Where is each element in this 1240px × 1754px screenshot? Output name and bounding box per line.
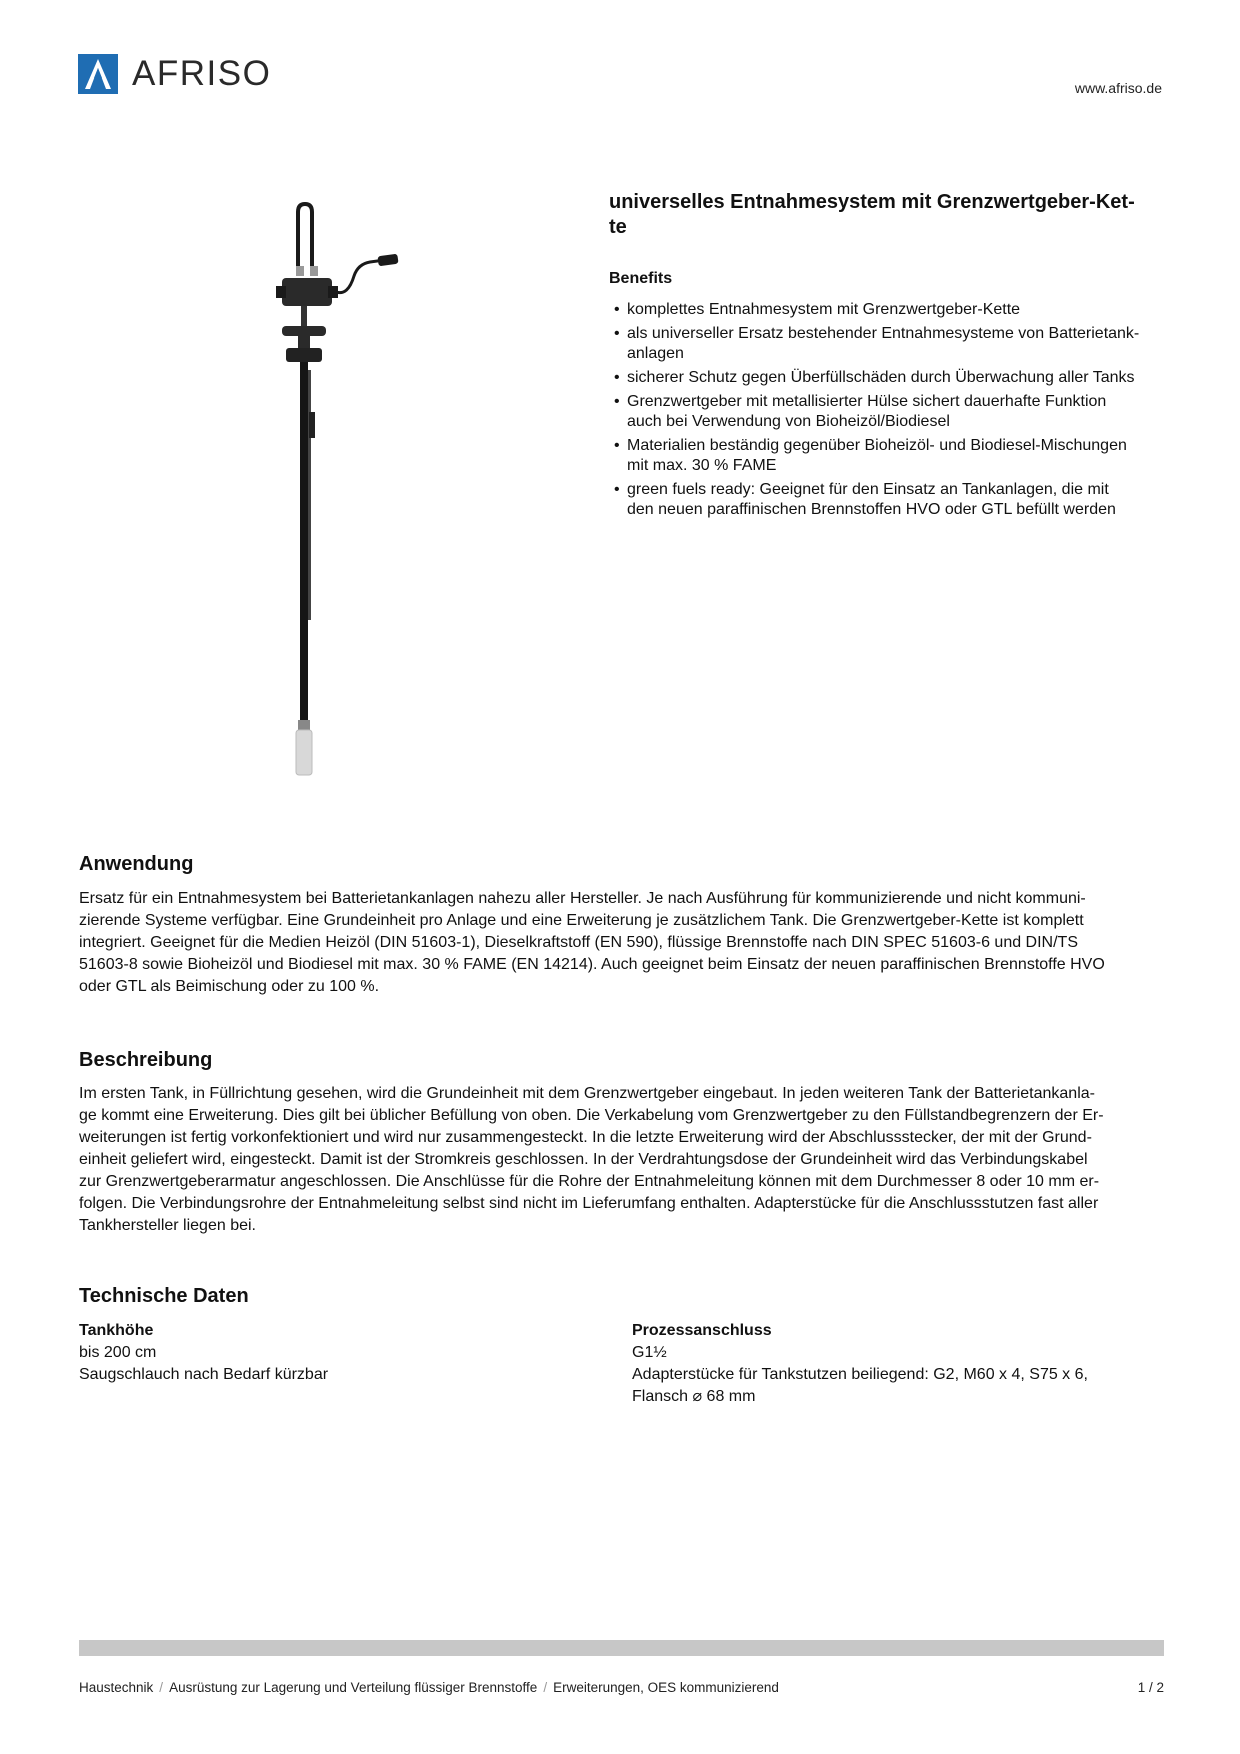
benefit-item: • Materialien beständig gegenüber Bioheizöl- und Biodiesel-Mischungen mit max. 30 % FAME — [614, 436, 1170, 476]
product-image — [260, 200, 410, 780]
breadcrumb-item[interactable]: Haustechnik — [79, 1680, 154, 1695]
tankhoehe-value: bis 200 cm — [79, 1344, 157, 1361]
benefits-title: Benefits — [609, 270, 673, 287]
tankhoehe-note: Saugschlauch nach Bedarf kürzbar — [79, 1366, 329, 1383]
prozessanschluss-block — [632, 1320, 1164, 1408]
afriso-logo — [78, 54, 271, 94]
suction-system-product-icon — [260, 200, 410, 780]
page-number: 1 / 2 — [1137, 1680, 1164, 1695]
breadcrumb-item[interactable]: Ausrüstung zur Lagerung und Verteilung flüssiger Brennstoffe — [169, 1680, 538, 1695]
tankhoehe-label: Tankhöhe — [79, 1322, 154, 1339]
beschreibung-text: Im ersten Tank, in Füllrichtung gesehen, wird die Grundeinheit mit dem Grenzwertgeber eingebaut. In jeden weiteren Tank der Batterietankanla- ge kommt eine Erweiterung. Dies gilt bei üblicher Befüllung von oben. Die Verkabelung vom Grenzwertgeber zu den Füllstandbegrenzern der Er- weiterungen ist fertig vorkonfektioniert und wird nur zusammengesteckt. In die letzte Erweiterung wird der Abschlussstecker, der mit der Grund- einheit geliefert wird, eingesteckt. Damit ist der Stromkreis geschlossen. In der Verdrahtungsdose der Grundeinheit wird das Verbindungskabel zur Grenzwertgeberarmatur angeschlossen. Die Anschlüsse für die Rohre der Entnahmeleitung können mit dem Durchmesser 8 oder 10 mm er- folgen. Die Verbindungsrohre der Entnahmeleitung selbst sind nicht im Lieferumfang enthalten. Adapterstücke für die Anschlussstutzen fast aller Tankhersteller liegen bei. — [79, 1085, 1104, 1234]
benefit-item: • komplettes Entnahmesystem mit Grenzwertgeber-Kette — [614, 300, 1170, 320]
benefit-item: • sicherer Schutz gegen Überfüllschäden durch Überwachung aller Tanks — [614, 368, 1170, 388]
technische-daten-heading: Technische Daten — [79, 1285, 249, 1307]
product-title: universelles Entnahmesystem mit Grenzwertgeber-Ket- te — [609, 191, 1135, 238]
breadcrumb-separator: / — [543, 1680, 548, 1695]
tankhoehe-block — [79, 1320, 579, 1386]
breadcrumb-separator: / — [159, 1680, 164, 1695]
prozessanschluss-value: G1½ — [632, 1344, 667, 1361]
benefits-list — [614, 300, 1170, 524]
logo-text: AFRISO — [132, 54, 272, 93]
footer-bar — [79, 1640, 1164, 1656]
prozessanschluss-adapters: Adapterstücke für Tankstutzen beiliegend: G2, M60 x 4, S75 x 6, Flansch ⌀ 68 mm — [632, 1366, 1088, 1405]
prozessanschluss-label: Prozessanschluss — [632, 1322, 772, 1339]
benefit-item: • Grenzwertgeber mit metallisierter Hülse sichert dauerhafte Funktion auch bei Verwendung von Bioheizöl/Biodiesel — [614, 392, 1170, 432]
beschreibung-heading: Beschreibung — [79, 1049, 213, 1071]
benefit-item: • als universeller Ersatz bestehender Entnahmesysteme von Batterietank- anlagen — [614, 324, 1170, 364]
anwendung-heading: Anwendung — [79, 853, 194, 875]
footer-breadcrumb — [79, 1680, 1164, 1695]
benefit-item: • green fuels ready: Geeignet für den Einsatz an Tankanlagen, die mit den neuen paraffinischen Brennstoffen HVO oder GTL befüllt werden — [614, 480, 1170, 520]
afriso-logo-mark-icon — [78, 54, 118, 94]
anwendung-text: Ersatz für ein Entnahmesystem bei Batterietankanlagen nahezu aller Hersteller. Je nach Ausführung für kommunizierende und nicht kommuni- zierende Systeme verfügbar. Eine Grundeinheit pro Anlage und eine Erweiterung je zusätzlichem Tank. Die Grenzwertgeber-Kette ist komplett integriert. Geeignet für die Medien Heizöl (DIN 51603-1), Dieselkraftstoff (EN 590), flüssige Brennstoffe nach DIN SPEC 51603-6 und DIN/TS 51603-8 sowie Bioheizöl und Biodiesel mit max. 30 % FAME (EN 14214). Auch geeignet beim Einsatz der neuen paraffinischen Brennstoffe HVO oder GTL als Beimischung oder zu 100 %. — [79, 890, 1105, 995]
afriso-triangle-icon — [78, 54, 118, 94]
website-link[interactable]: www.afriso.de — [1074, 80, 1162, 96]
breadcrumb-item[interactable]: Erweiterungen, OES kommunizierend — [553, 1680, 779, 1695]
